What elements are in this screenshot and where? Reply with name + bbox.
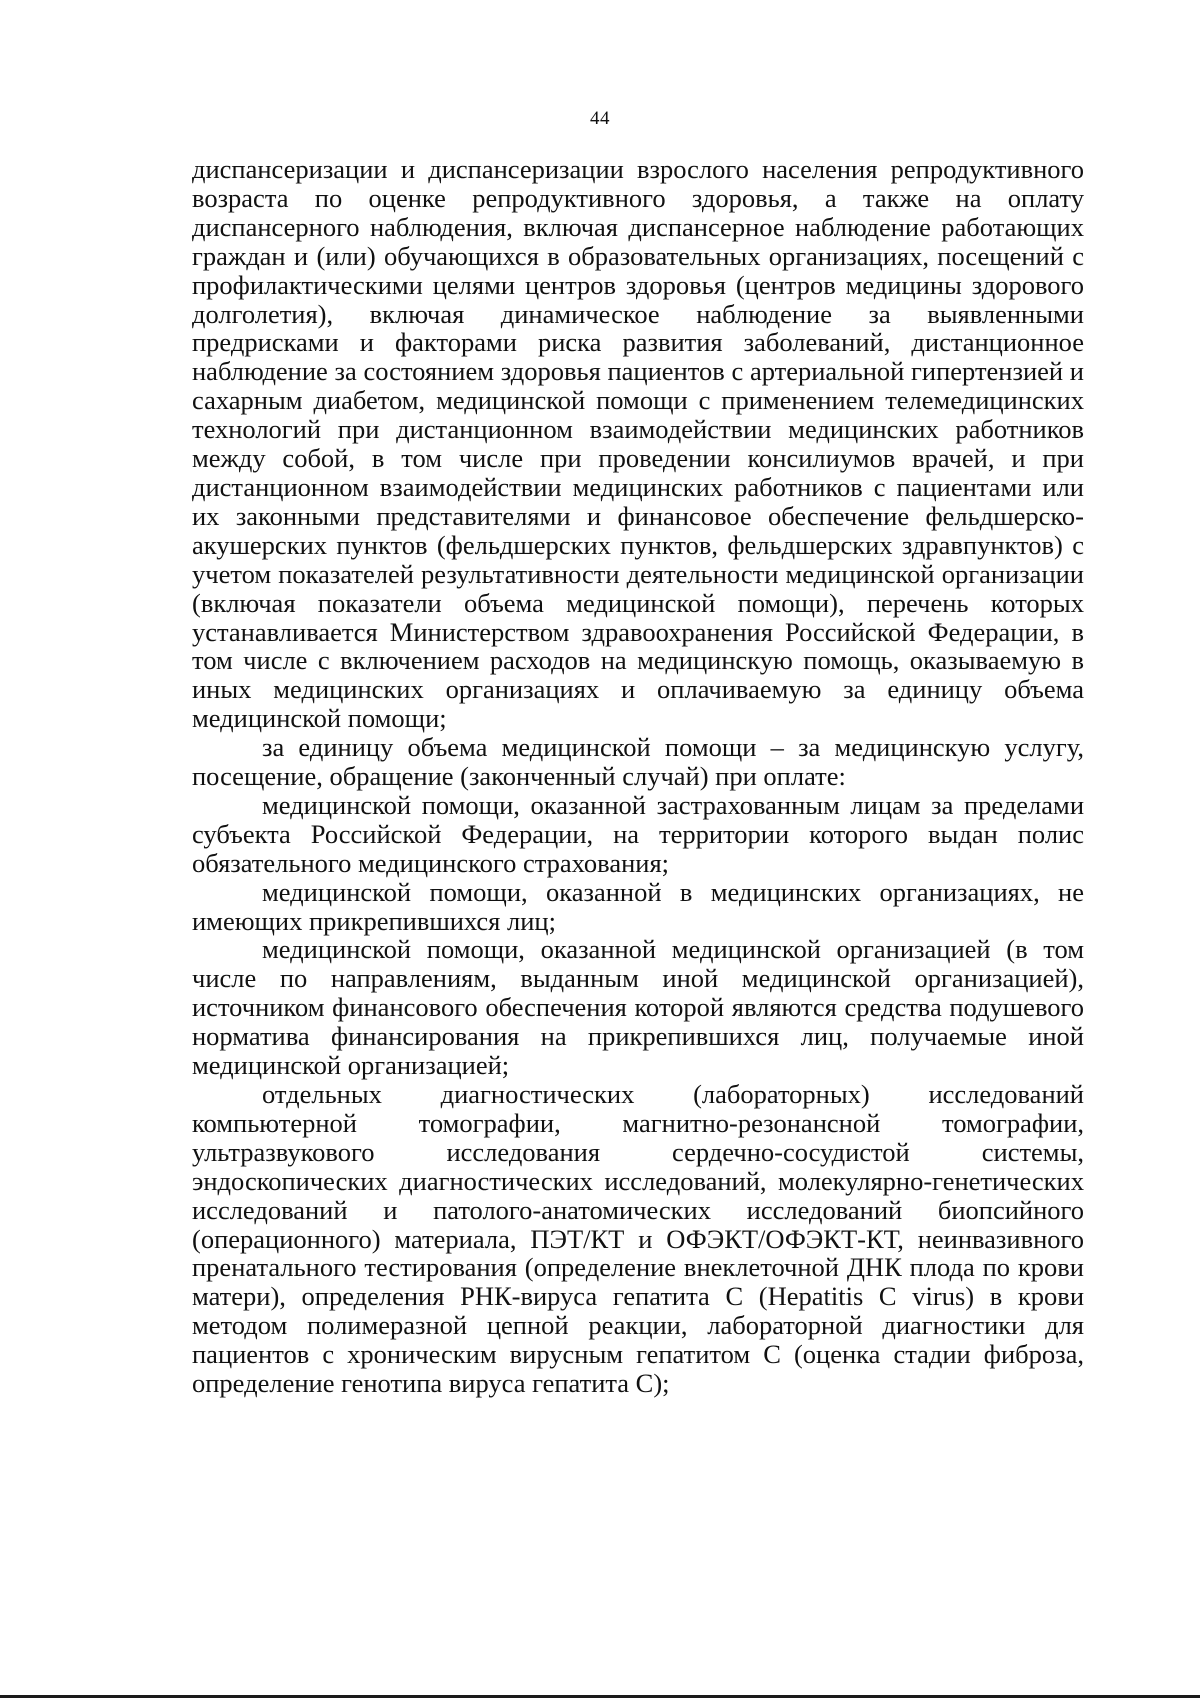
paragraph-per-unit-payment: за единицу объема медицинской помощи – за медицинскую услугу, посещение, обращение (законченный случай) при оплате: <box>192 732 1084 792</box>
paragraph-out-of-region-care: медицинской помощи, оказанной застрахованным лицам за пределами субъекта Российской Федерации, на территории которого выдан полис обязательного медицинского страхования; <box>192 789 1084 878</box>
paragraph-continuation: диспансеризации и диспансеризации взрослого населения репродуктивного возраста по оценке репродуктивного здоровья, а также на оплату диспансерного наблюдения, включая диспансерное наблюдение работающих граждан и (или) обучающихся в образовательных организациях, посещений с профилактическими целями центров здоровья (центров медицины здорового долголетия), включая динамическое наблюдение за выявленными предрисками и факторами риска развития заболеваний, дистанционное наблюдение за состоянием здоровья пациентов с артериальной гипертензией и сахарным диабетом, медицинской помощи с применением телемедицинских технологий при дистанционном взаимодействии медицинских работников между собой, в том числе при проведении консилиумов врачей, и при дистанционном взаимодействии медицинских работников с пациентами или их законными представителями и финансовое обеспечение фельдшерско-акушерских пунктов (фельдшерских пунктов, фельдшерских здравпунктов) с учетом показателей результативности деятельности медицинской организации (включая показатели объема медицинской помощи), перечень которых устанавливается Министерством здравоохранения Российской Федерации, в том числе с включением расходов на медицинскую помощь, оказываемую в иных медицинских организациях и оплачиваемую за единицу объема медицинской помощи; <box>192 154 1084 734</box>
paragraph-diagnostic-studies: отдельных диагностических (лабораторных) исследований компьютерной томографии, магнитно-резонансной томографии, ультразвукового исследования сердечно-сосудистой системы, эндоскопических диагностических исследований, молекулярно-генетических исследований и патолого-анатомических исследований биопсийного (операционного) материала, ПЭТ/КТ и ОФЭКТ/ОФЭКТ-КТ, неинвазивного пренатального тестирования (определение внеклеточной ДНК плода по крови матери), определения РНК-вируса гепатита С (Hepatitis C virus) в крови методом полимеразной цепной реакции, лабораторной диагностики для пациентов с хроническим вирусным гепатитом С (оценка стадии фиброза, определение генотипа вируса гепатита С); <box>192 1079 1084 1399</box>
paragraph-no-attached-persons: медицинской помощи, оказанной в медицинских организациях, не имеющих прикрепившихся лиц; <box>192 876 1084 936</box>
paragraph-referral-care: медицинской помощи, оказанной медицинской организацией (в том числе по направлениям, выданным иной медицинской организацией), источником финансового обеспечения которой являются средства подушевого норматива финансирования на прикрепившихся лиц, получаемые иной медицинской организацией; <box>192 934 1084 1081</box>
document-body <box>192 155 1084 1398</box>
page-number: 44 <box>590 108 610 129</box>
bottom-edge-line <box>0 1695 1200 1698</box>
